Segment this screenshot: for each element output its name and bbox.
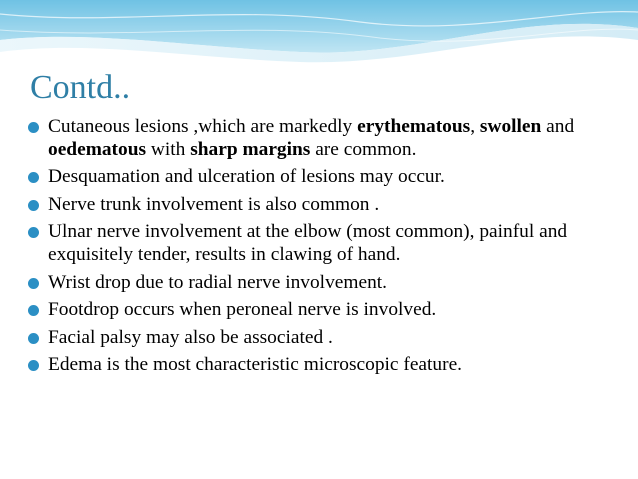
bold-term: erythematous xyxy=(357,116,471,137)
bullet-icon xyxy=(28,200,39,211)
slide-title: Contd.. xyxy=(30,69,131,106)
bullet-text: Footdrop occurs when peroneal nerve is involved. xyxy=(48,299,437,321)
bullet-text: Cutaneous lesions ,which are markedly xyxy=(48,116,358,137)
bullet-text: and xyxy=(541,116,575,137)
bullet-item xyxy=(24,194,624,217)
bullet-item xyxy=(24,221,624,266)
bullet-text: Wrist drop due to radial nerve involvement. xyxy=(48,271,387,293)
bullet-icon xyxy=(28,172,39,183)
bullet-icon xyxy=(28,122,39,133)
bullet-icon xyxy=(28,278,39,289)
bullet-item xyxy=(24,166,624,189)
bullet-icon xyxy=(28,360,39,371)
bullet-item xyxy=(24,272,624,295)
bullet-text: , xyxy=(470,116,480,137)
bullet-text: Ulnar nerve involvement at the elbow (most common), painful and exquisitely tender, results in clawing of hand. xyxy=(48,221,568,265)
bullet-text: with xyxy=(146,138,191,160)
bullet-item xyxy=(24,299,624,322)
bullet-icon xyxy=(28,305,39,316)
bullet-item xyxy=(24,327,624,350)
bullet-item xyxy=(24,116,624,161)
bullet-text: are common. xyxy=(310,138,417,160)
bullet-text: Desquamation and ulceration of lesions may occur. xyxy=(48,166,445,188)
bullet-item xyxy=(24,354,624,377)
bullet-text: Edema is the most characteristic microscopic feature. xyxy=(48,354,463,376)
bold-term: swollen xyxy=(479,116,542,137)
bullet-text: Nerve trunk involvement is also common . xyxy=(48,193,380,215)
header-wave-decoration xyxy=(0,0,638,70)
bullet-icon xyxy=(28,227,39,238)
bold-term: sharp margins xyxy=(190,138,311,160)
bullet-list xyxy=(24,116,624,382)
bullet-icon xyxy=(28,333,39,344)
bullet-text: Facial palsy may also be associated . xyxy=(48,326,333,348)
bold-term: oedematous xyxy=(48,138,147,160)
